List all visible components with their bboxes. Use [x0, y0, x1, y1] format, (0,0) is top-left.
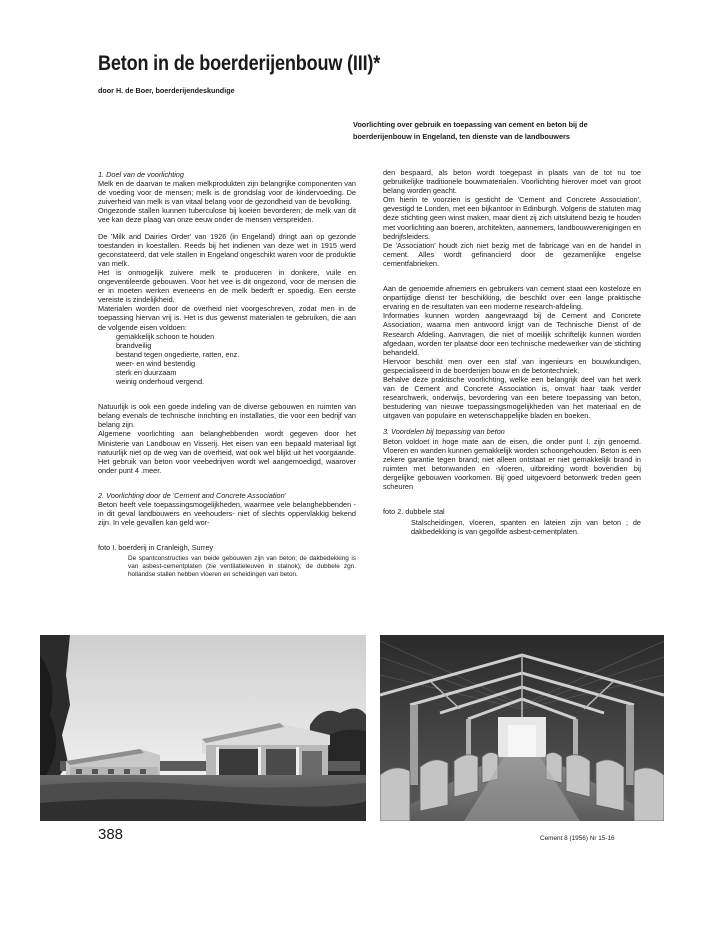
page-number: 388 [98, 826, 124, 843]
section-heading-3: 3. Voordelen bij toepassing van beton [383, 427, 505, 437]
left-column [98, 170, 356, 579]
journal-citation: Cement 8 (1956) Nr 15-16 [540, 835, 615, 842]
requirements-list [98, 332, 356, 387]
author-line: door H. de Boer, boerderijendeskundige [98, 86, 235, 95]
paragraph: Beton heeft vele toepassingsmogelijkheden, waarmee vele belanghebbenden -in dit geval landbouwers en veehouders- niet of slechts oppervlakkig bekend zijn. In vele gevallen kan geld wor- [98, 500, 356, 528]
right-column [383, 168, 641, 536]
section-heading-1: 1. Doel van de voorlichting [98, 170, 184, 179]
article-subtitle: Voorlichting over gebruik en toepassing van cement en beton bij de boerderijenbouw in Engeland, ten dienste van de landbouwers [353, 120, 588, 141]
paragraph: Ongezonde stallen kunnen tuberculose bij koeien bevorderen; de melk van dit vee kan deze plaag van onze eeuw onder de mensen verspreiden. [98, 206, 356, 225]
figure-1-caption: foto I. boerderij in Cranleigh, Surrey [98, 543, 214, 553]
farm-buildings-photo [40, 635, 366, 821]
paragraph: Algemene voorlichting aan belanghebbenden wordt gegeven door het Ministerie van Landbouw en Visserij. Het eisen van een bepaald materiaal ligt natuurlijk niet op de weg van de overheid, wat ook wel blijkt uit het voorgaande. Het gebruik van beton voor veebedrijven wordt wel aangemoedigd, waarover onder punt 4 .meer. [98, 429, 356, 475]
double-stall-interior-photo [380, 635, 664, 821]
list-item: gemakkelijk schoon te houden [116, 331, 215, 341]
paragraph: Hiervoor beschikt men over een staf van ingenieurs en bouwkundigen, gespecialiseerd in de boerderijen bouw en de betontechniek. [383, 356, 641, 375]
list-item: sterk en duurzaam [116, 367, 177, 377]
paragraph: Beton voldoet in hoge mate aan de eisen, die onder punt I. zijn genoemd. Vloeren en wanden kunnen gemakkelijk worden schoongehouden. Beton is een zekere garantie tegen brand; niet alleen ontstaat er niet gemakkelijk brand in ruimten met betonwanden en -vloeren, uitbreiding wordt bovendien bij dergelijke gebouwen voorkomen. Bij goed uitgevoerd betonwerk treden geen scheuren [383, 436, 641, 491]
paragraph: Natuurlijk is ook een goede indeling van de diverse gebouwen en ruimten van belang evenals de technische inrichting en installaties, die voor een bedrijf van belang zijn. [98, 402, 356, 430]
paragraph: den bespaard, als beton wordt toegepast in plaats van de tot nu toe gebruikelijke traditionele bouwmaterialen. Voorlichting hierover moet van groot belang worden geacht. [383, 168, 641, 196]
section-heading-2: 2. Voorlichting door de 'Cement and Concrete Association' [98, 490, 287, 500]
paragraph: Het is onmogelijk zuivere melk te produceren in donkere, vuile en ongeventileerde gebouwen. Voor het vee is dit ongezond, voor de mensen die er in moeten werken eveneens en de melk bederft er spoedig. Een eerste vereiste is zindelijkheid. [98, 267, 356, 305]
paragraph: Om hierin te voorzien is gesticht de 'Cement and Concrete Association', gevestigd te Londen, met een bijkantoor in Edinburgh. Volgens de statuten mag deze stichting geen winst maken, maar dient zij zich uitsluitend bezig te houden met voorlichting aan boeren, architekten, aannemers, landbouwverenigingen en bedrijfsleiders. [383, 195, 641, 241]
paragraph: Materialen worden door de overheid niet voorgeschreven, zodat men in de toepassing hiervan vrij is. Het is dus gewenst materialen te gebruiken, die aan de volgende eisen voldoen: [98, 304, 356, 332]
figure-2-caption: foto 2. dubbele stal [383, 507, 445, 517]
list-item: weinig onderhoud vergend. [116, 377, 205, 387]
paragraph: Behalve deze praktische voorlichting, welke een belangrijk deel van het werk van de Cement and Concrete Association is, omvat haar taak verder researchwerk, onderwijs, bevordering van een betere toepassing van beton, bestudering van nieuwe toepassingsmogelijkheden van het materiaal en de uitgaven van populaire en wetenschappelijke bladen en boeken. [383, 374, 641, 421]
figure-1-caption-detail: De spantconstructies van beide gebouwen zijn van beton; de dakbedekking is van asbest-cementplaten (zie ventilatieleuven in stalnok); de dubbele zgn. hollandse stallen hebben vloeren en scheidingen van beton. [128, 555, 356, 579]
paragraph: Melk en de daarvan te maken melkprodukten zijn belangrijke componenten van de voeding voor de mensen; melk is de grondslag voor de kindervoeding. De zuiverheid van melk is van vitaal belang voor de gezondheid van de bevolking. [98, 179, 356, 207]
list-item: bestand tegen ongedierte, ratten, enz. [116, 349, 240, 359]
list-item: brandveilig [116, 340, 152, 350]
paragraph: Aan de genoemde afnemers en gebruikers van cement staat een kosteloze en onpartijdige dienst ter beschikking, die beschikt over een lange praktische ervaring en de resultaten van een moderne research-afdeling. [383, 284, 641, 312]
paragraph: De 'Milk and Dairies Order' van 1926 (in Engeland) dringt aan op gezonde toestanden in koestallen. Reeds bij het indienen van deze wet in 1915 werd geconstateerd, dat vele stallen in Engeland ongeschikt waren voor de produktie van melk. [98, 231, 356, 268]
figure-2-caption-detail: Stalscheidingen, vloeren, spanten en lateien zijn van beton ; de dakbedekking is van gegolfde asbest-cementplaten. [411, 518, 641, 537]
list-item: weer- en wind bestendig [116, 358, 196, 368]
article-title: Beton in de boerderijenbouw (III)* [98, 52, 381, 75]
paragraph: Informaties kunnen worden aangevraagd bij de Cement and Concrete Association, waarna men antwoord krijgt van de Technische Dienst of de Research Afdeling. Aanvragen, die niet of moeilijk schriftelijk kunnen worden afgedaan, worden ter plaatse door een technische medewerker van de stichting behandeld. [383, 311, 641, 357]
paragraph: De 'Association' houdt zich niet bezig met de fabricage van en de handel in cement. Alles wordt gefinancierd door de gezamenlijke engelse cementfabrieken. [383, 240, 641, 268]
